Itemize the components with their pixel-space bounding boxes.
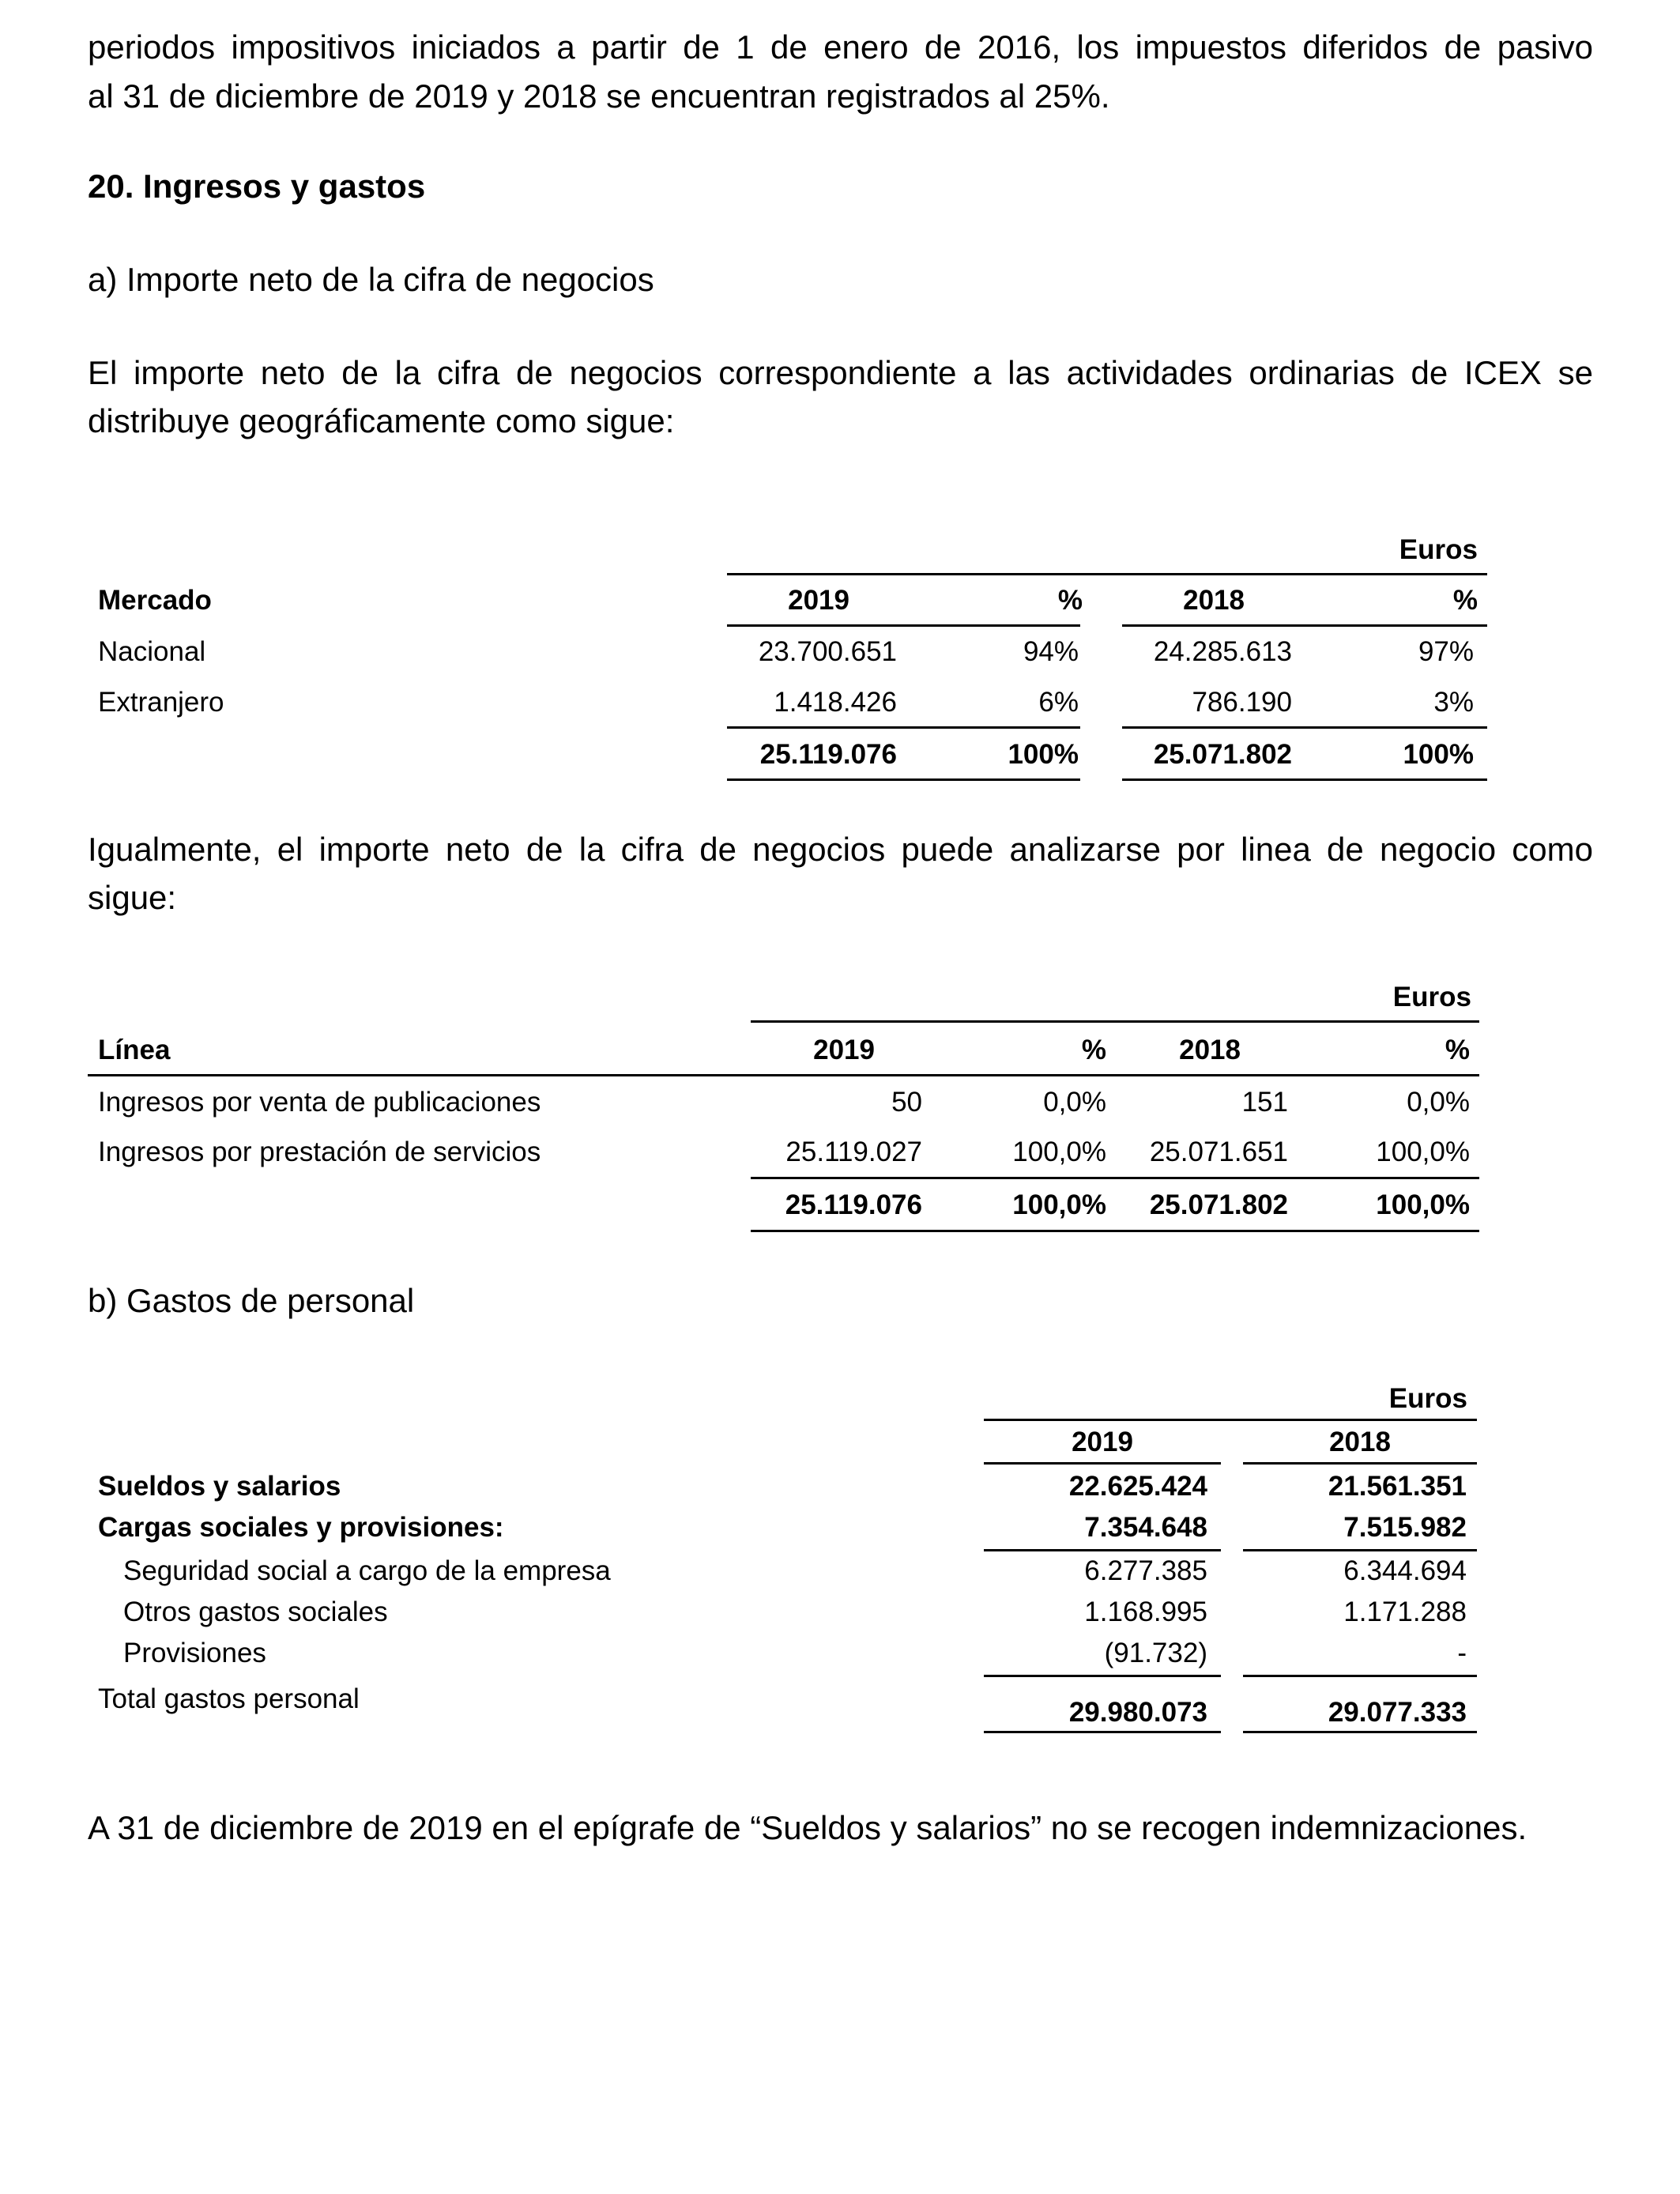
table3-bottom-rule-2018 xyxy=(1243,1731,1477,1733)
table2-total-2018: 25.071.802 xyxy=(1149,1189,1288,1220)
table3-bottom-rule-2019 xyxy=(984,1731,1221,1733)
table3-header-2019: 2019 xyxy=(1072,1427,1133,1457)
section-heading: 20. Ingresos y gastos xyxy=(88,168,426,205)
table1-row-pct-2019: 6% xyxy=(1038,687,1079,718)
table1-unit: Euros xyxy=(1399,534,1478,565)
table2-header-2019: 2019 xyxy=(813,1035,875,1065)
table1-header-2019: 2019 xyxy=(788,585,849,616)
para2-line-2: sigue: xyxy=(88,879,177,916)
table3-cargas-rule-2018 xyxy=(1243,1549,1477,1551)
table1-total-rule-2019 xyxy=(727,726,1080,729)
table3-item-2019: 6.277.385 xyxy=(1084,1555,1207,1586)
table2-total-pct-2019: 100,0% xyxy=(1012,1189,1106,1220)
table1-header-pct-2018: % xyxy=(1452,585,1478,616)
table1-total-pct-2018: 100% xyxy=(1403,739,1474,770)
table1-row-label: Extranjero xyxy=(98,687,224,718)
table2-header-pct-2019: % xyxy=(1081,1035,1106,1065)
table1-header-2018: 2018 xyxy=(1183,585,1245,616)
subsection-a-title: a) Importe neto de la cifra de negocios xyxy=(88,261,654,298)
table3-total-2018: 29.077.333 xyxy=(1328,1697,1467,1728)
table2-row-pct-2018: 100,0% xyxy=(1376,1137,1470,1167)
table3-item-label: Seguridad social a cargo de la empresa xyxy=(123,1555,611,1586)
table3-total-2019: 29.980.073 xyxy=(1068,1697,1207,1728)
intro-line-2: al 31 de diciembre de 2019 y 2018 se encuentran registrados al 25%. xyxy=(88,77,1110,115)
table2-row-2019: 25.119.027 xyxy=(785,1137,922,1167)
table2-row-pct-2018: 0,0% xyxy=(1407,1087,1470,1118)
table1-row-2019: 1.418.426 xyxy=(774,687,897,718)
table3-top-rule xyxy=(984,1419,1477,1421)
table1-total-pct-2019: 100% xyxy=(1008,739,1079,770)
table3-sueldos-label: Sueldos y salarios xyxy=(98,1471,341,1502)
table2-total-rule xyxy=(751,1177,1479,1179)
table2-row-pct-2019: 100,0% xyxy=(1012,1137,1106,1167)
table2-header-rule xyxy=(88,1074,1479,1076)
table1-row-label: Nacional xyxy=(98,636,206,667)
table1-row-pct-2018: 3% xyxy=(1433,687,1474,718)
table3-total-label: Total gastos personal xyxy=(98,1683,360,1714)
table2-total-pct-2018: 100,0% xyxy=(1376,1189,1470,1220)
table3-item-2018: 6.344.694 xyxy=(1343,1555,1467,1586)
table1-total-rule-2018 xyxy=(1122,726,1487,729)
subsection-b-title: b) Gastos de personal xyxy=(88,1282,415,1319)
table3-item-2018: 1.171.288 xyxy=(1343,1596,1467,1627)
table2-row-2018: 151 xyxy=(1241,1087,1288,1118)
table1-row-2018: 786.190 xyxy=(1192,687,1292,718)
table3-items-rule-2019 xyxy=(984,1675,1221,1677)
table1-header-pct-2019: % xyxy=(1057,585,1083,616)
table1-bottom-rule-2019 xyxy=(727,778,1080,781)
table2-total-2019: 25.119.076 xyxy=(785,1189,922,1220)
table2-header-label: Línea xyxy=(98,1035,171,1065)
table1-row-2018: 24.285.613 xyxy=(1153,636,1292,667)
table3-header-rule-2018 xyxy=(1243,1462,1477,1465)
table1-header-rule-2019 xyxy=(727,624,1080,627)
table2-row-label: Ingresos por prestación de servicios xyxy=(98,1137,541,1167)
table1-row-2019: 23.700.651 xyxy=(758,636,897,667)
table1-top-rule xyxy=(727,573,1487,575)
table3-item-2019: 1.168.995 xyxy=(1084,1596,1207,1627)
subsection-a-para-line-2: distribuye geográficamente como sigue: xyxy=(88,402,675,439)
subsection-a-para-line-1: El importe neto de la cifra de negocios correspondiente a las actividades ordinarias de ICEX se xyxy=(88,354,1593,391)
table3-cargas-label: Cargas sociales y provisiones: xyxy=(98,1512,504,1543)
table2-bottom-rule xyxy=(751,1230,1479,1232)
table3-cargas-2019: 7.354.648 xyxy=(1084,1512,1207,1543)
table3-items-rule-2018 xyxy=(1243,1675,1477,1677)
closing-sentence: A 31 de diciembre de 2019 en el epígrafe de “Sueldos y salarios” no se recogen indemnizaciones. xyxy=(88,1809,1527,1846)
table3-item-2019: (91.732) xyxy=(1104,1638,1207,1668)
table2-unit: Euros xyxy=(1392,982,1471,1012)
table3-unit: Euros xyxy=(1388,1383,1467,1414)
table3-item-label: Otros gastos sociales xyxy=(123,1596,388,1627)
table3-sueldos-2018: 21.561.351 xyxy=(1328,1471,1467,1502)
table2-header-2018: 2018 xyxy=(1179,1035,1241,1065)
table3-header-rule-2019 xyxy=(984,1462,1221,1465)
table1-row-pct-2018: 97% xyxy=(1418,636,1474,667)
table2-row-label: Ingresos por venta de publicaciones xyxy=(98,1087,541,1118)
table3-item-label: Provisiones xyxy=(123,1638,266,1668)
table3-cargas-2018: 7.515.982 xyxy=(1343,1512,1467,1543)
table1-bottom-rule-2018 xyxy=(1122,778,1487,781)
table3-sueldos-2019: 22.625.424 xyxy=(1068,1471,1207,1502)
table3-cargas-rule-2019 xyxy=(984,1549,1221,1551)
table2-row-2018: 25.071.651 xyxy=(1149,1137,1288,1167)
table1-total-2018: 25.071.802 xyxy=(1153,739,1292,770)
intro-line-1: periodos impositivos iniciados a partir de 1 de enero de 2016, los impuestos diferidos de pasivo xyxy=(88,28,1593,66)
table2-row-2019: 50 xyxy=(891,1087,922,1118)
table2-header-pct-2018: % xyxy=(1445,1035,1470,1065)
table3-item-2018: - xyxy=(1457,1638,1467,1668)
table2-row-pct-2019: 0,0% xyxy=(1043,1087,1106,1118)
table2-top-rule xyxy=(751,1020,1479,1023)
table1-row-pct-2019: 94% xyxy=(1023,636,1079,667)
para2-line-1: Igualmente, el importe neto de la cifra de negocios puede analizarse por linea de negocio como xyxy=(88,831,1593,868)
table1-header-label: Mercado xyxy=(98,585,212,616)
table1-total-2019: 25.119.076 xyxy=(759,739,897,770)
table3-header-2018: 2018 xyxy=(1329,1427,1391,1457)
table1-header-rule-2018 xyxy=(1122,624,1487,627)
